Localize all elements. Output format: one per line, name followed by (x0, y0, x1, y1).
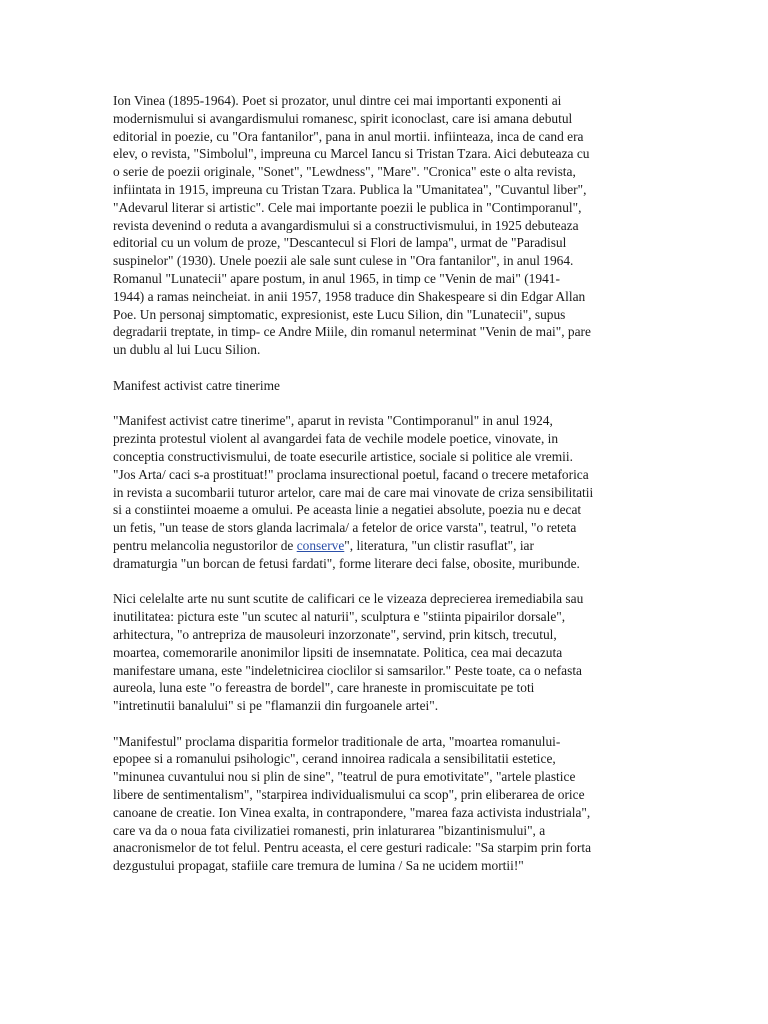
closing-paragraph: "Manifestul" proclama disparitia formelor traditionale de arta, "moartea romanului- epopee si a romanului psihologic", cerand innoirea radicala a sensibilitatii estetice, "minunea cuvantului nou si plin de sine", "teatrul de pura emotivitate", "artele plastice libere de sentimentalism", "starpirea individualismului ca scop", prin eliberarea de orice canoane de creatie. Ion Vinea exalta, in contrapondere, "marea faza activista industriala", care va da o noua fata civilizatiei romanesti, prin inlaturarea "bizantinismului", a anacronismelor de tot felul. Pentru aceasta, el cere gesturi radicale: "Sa starpim prin forta dezgustului propagat, stafiile care tremura de lumina / Sa ne ucidem mortii!" (113, 733, 592, 874)
section-heading: Manifest activist catre tinerime (113, 377, 280, 393)
manifest-text-before-link: "Manifest activist catre tinerime", aparut in revista "Contimporanul" in anul 1924, prezinta protestul violent al avangardei fata de vechile modele poetice, vinovate, in conceptia constructivismului, de toate esecurile artistice, sociale si politice ale vremii. "Jos Arta/ caci s-a prostituat!" proclama insurectional poetul, facand o trecere metaforica in revista a sucombarii tuturor artelor, care mai de care mai vinovate de criza sensibilitatii si a constiintei moaeme a omului. Pe aceasta linie a negatiei absolute, poezia nu e decat un fetis, "un tease de stors glanda lacrimala/ a fetelor de orice varsta", teatrul, "o reteta pentru melancolia negustorilor de (113, 413, 594, 553)
manifest-text-after-link: ", literatura, "un clistir rasuflat", iar dramaturgia "un borcan de fetusi fardati", forme literare deci false, obosite, muribunde. (113, 537, 580, 571)
arts-paragraph: Nici celelalte arte nu sunt scutite de calificari ce le vizeaza deprecierea iremediabila sau inutilitatea: pictura este "un scutec al naturii", sculptura e "stiinta pipairilor dorsale", arhitectura, "o antrepriza de mausoleuri inzorzonate", servind, prin kitsch, trecutul, moartea, comemorarile anonimilor lipsiti de insemnatate. Politica, cea mai decazuta manifestare umana, este "indeletnicirea cioclilor si samsarilor." Peste toate, ca o nefasta aureola, luna este "o fereastra de bordel", care hraneste in promiscuitate pe toti "intretinutii banalului" si pe "flamanzii din furgoanele artei". (113, 591, 584, 714)
manifest-paragraph (113, 412, 658, 572)
conserve-link[interactable]: conserve (296, 537, 345, 553)
bio-paragraph: Ion Vinea (1895-1964). Poet si prozator, unul dintre cei mai importanti exponenti ai modernismului si avangardismului romanesc, spirit iconoclast, care isi amana debutul editorial in poezie, cu "Ora fantanilor", pana in anul mortii. infiinteaza, inca de cand era elev, o revista, "Simbolul", impreuna cu Marcel Iancu si Tristan Tzara. Aici debuteaza cu o serie de poezii originale, "Sonet", "Lewdness", "Mare". "Cronica" este o alta revista, infiintata in 1915, impreuna cu Tristan Tzara. Publica la "Umanitatea", "Cuvantul liber", "Adevarul literar si artistic". Cele mai importante poezii le publica in "Contimporanul", revista devenind o reduta a avangardismului si a constructivismului, in 1925 debuteaza editorial cu un volum de proze, "Descantecul si Flori de lampa", urmat de "Paradisul suspinelor" (1930). Unele poezii ale sale sunt culese in "Ora fantanilor", in anul 1964. Romanul "Lunatecii" apare postum, in anul 1965, in timp ce "Venin de mai" (1941- 1944) a ramas neincheiat. in anii 1957, 1958 traduce din Shakespeare si din Edgar Allan Poe. Un personaj simptomatic, expresionist, este Lucu Silion, din "Lunatecii", supus degradarii treptate, in timp- ce Andre Miile, din romanul neterminat "Venin de mai", pare un dublu al lui Lucu Silion. (113, 93, 591, 358)
document-body (113, 92, 658, 893)
